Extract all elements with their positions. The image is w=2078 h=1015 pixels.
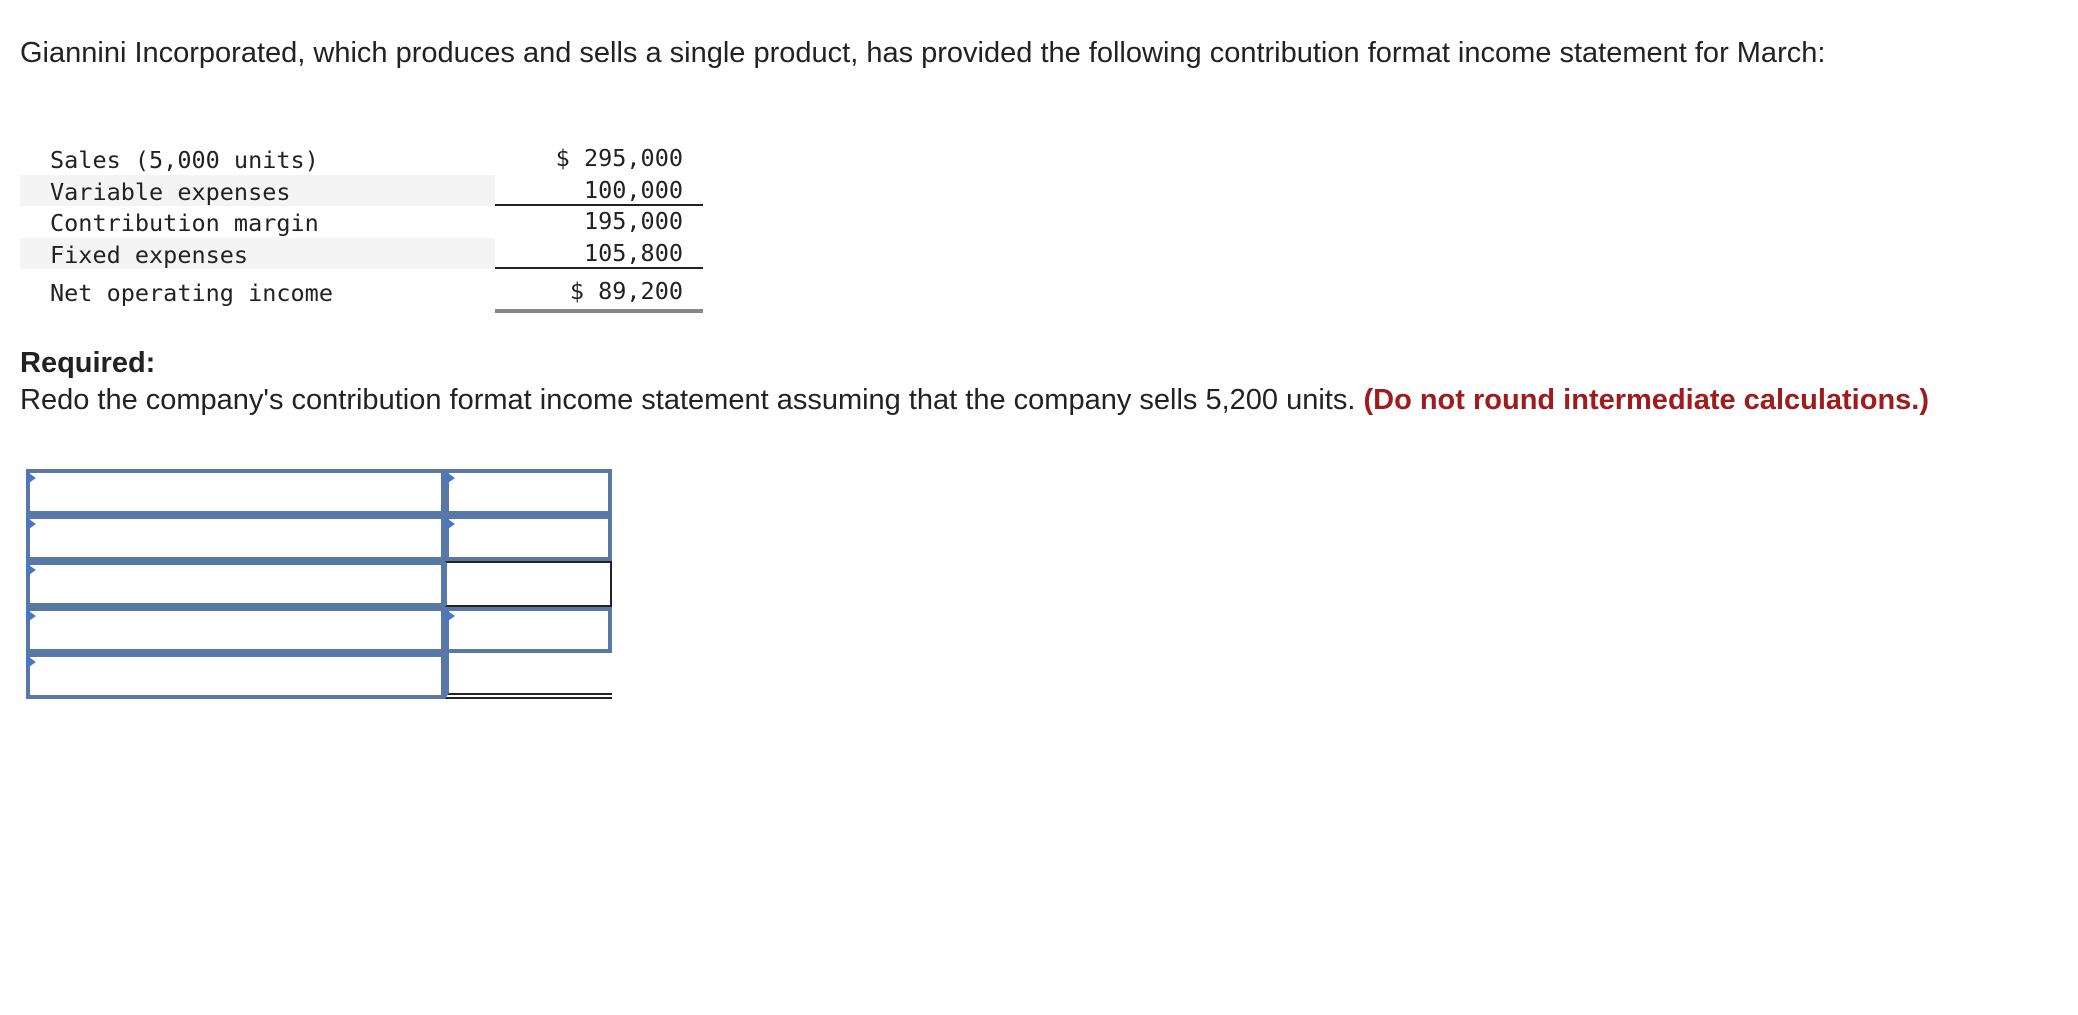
statement-value: $ 295,000: [495, 143, 703, 175]
amount-input[interactable]: [445, 515, 612, 561]
dropdown-marker-icon: [26, 563, 36, 577]
statement-row-contribution-margin: [20, 206, 703, 238]
income-statement-table: [20, 143, 703, 313]
answer-row: [26, 653, 616, 699]
dropdown-marker-icon: [445, 609, 455, 623]
statement-value: 195,000: [495, 206, 703, 238]
answer-row: [26, 515, 616, 561]
problem-intro: Giannini Incorporated, which produces and sells a single product, has provided the following contribution format income statement for March:: [20, 37, 1826, 69]
statement-label: Fixed expenses: [50, 240, 249, 269]
dropdown-marker-icon: [26, 471, 36, 485]
amount-input[interactable]: [445, 469, 612, 515]
dropdown-marker-icon: [26, 655, 36, 669]
statement-row-fixed-expenses: [20, 238, 703, 270]
statement-label: Net operating income: [50, 279, 333, 307]
dropdown-marker-icon: [445, 517, 455, 531]
line-item-dropdown[interactable]: [26, 469, 445, 515]
answer-row: [26, 469, 616, 515]
statement-label: Contribution margin: [50, 209, 319, 237]
rounding-note: (Do not round intermediate calculations.): [1363, 384, 1930, 416]
required-instructions: [20, 382, 1980, 418]
amount-input[interactable]: [445, 561, 612, 607]
dropdown-marker-icon: [445, 471, 455, 485]
statement-label: Variable expenses: [50, 177, 291, 206]
line-item-dropdown[interactable]: [26, 607, 445, 653]
statement-value: 105,800: [495, 238, 703, 270]
answer-worksheet: [26, 469, 616, 699]
statement-value: $ 89,200: [495, 269, 703, 313]
line-item-dropdown[interactable]: [26, 515, 445, 561]
statement-row-net-operating-income: [20, 269, 703, 313]
line-item-dropdown[interactable]: [26, 561, 445, 607]
line-item-dropdown[interactable]: [26, 653, 445, 699]
statement-row-variable-expenses: [20, 175, 703, 207]
dropdown-marker-icon: [26, 609, 36, 623]
amount-input[interactable]: [445, 607, 612, 653]
dropdown-marker-icon: [26, 517, 36, 531]
answer-row: [26, 607, 616, 653]
statement-value: 100,000: [495, 175, 703, 207]
amount-input[interactable]: [445, 653, 612, 699]
required-heading: Required:: [20, 347, 156, 379]
required-text: Redo the company's contribution format income statement assuming that the company sells 5,200 units.: [20, 384, 1356, 416]
answer-row: [26, 561, 616, 607]
statement-label: Sales (5,000 units): [50, 146, 319, 174]
statement-row-sales: [20, 143, 703, 175]
